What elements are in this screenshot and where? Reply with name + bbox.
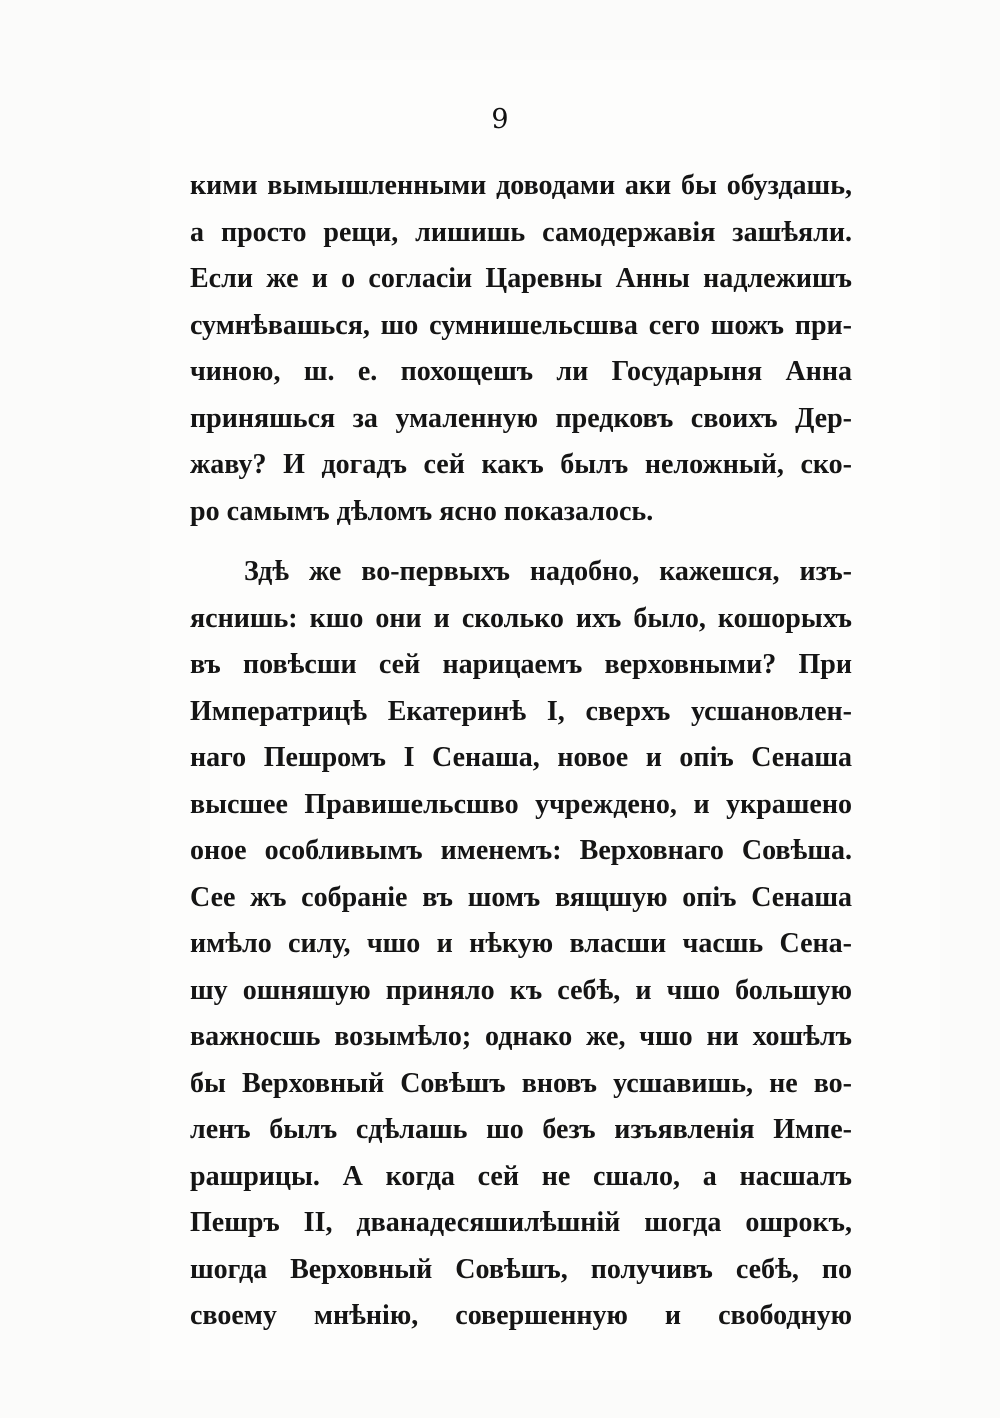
- text-line: ленъ былъ сдѣлашь шо безъ изъявленія Импе-: [190, 1114, 852, 1145]
- text-line: Императрицѣ Екатеринѣ I, сверхъ усшановлен-: [190, 695, 852, 727]
- text-line: рашрицы. А когда сей не сшало, а насшалъ: [190, 1160, 852, 1192]
- text-line: Сее жъ собраніе въ шомъ вящшую опіъ Сенаша: [190, 881, 852, 913]
- text-line: яснишь: кшо они и сколько ихъ было, кошорыхъ: [190, 602, 852, 634]
- text-line: Здѣ же во-первыхъ надобно, кажешся, изъ-: [244, 556, 852, 587]
- text-line: чиною, ш. е. похощешъ ли Государыня Анна: [190, 356, 852, 387]
- text-line: ро самымъ дѣломъ ясно показалось.: [190, 495, 654, 527]
- text-line: имѣло силу, чшо и нѣкую власши часшь Сена-: [190, 928, 852, 959]
- text-line: наго Пешромъ I Сенаша, новое и опіъ Сенаша: [190, 742, 852, 773]
- text-line: высшее Правишельсшво учреждено, и украшено: [190, 788, 852, 820]
- paragraph-1: [190, 163, 852, 535]
- text-line: въ повѣсши сей нарицаемъ верховными? При: [190, 649, 852, 680]
- text-line: Пешръ II, дванадесяшилѣшній шогда ошрокъ,: [190, 1207, 852, 1238]
- text-line: оное особливымъ именемъ: Верховнаго Совѣша.: [190, 835, 852, 866]
- text-line: жаву? И догадъ сей какъ былъ неложный, ско-: [190, 449, 852, 480]
- paragraph-spacer: [190, 535, 852, 549]
- text-line: бы Верховный Совѣшъ вновъ усшавишь, не во-: [190, 1067, 852, 1099]
- text-line: важносшь возымѣло; однако же, чшо ни хошѣлъ: [190, 1021, 852, 1052]
- text-line: шу ошняшую приняло къ себѣ, и чшо большую: [190, 974, 852, 1006]
- text-line: своему мнѣнію, совершенную и свободную: [190, 1300, 852, 1331]
- text-line: сумнѣвашься, шо сумнишельсшва сего шожъ при-: [190, 309, 852, 341]
- text-line: Если же и о согласіи Царевны Анны надлежишъ: [190, 263, 852, 294]
- page-number: 9: [491, 104, 509, 135]
- text-line: а просто рещи, лишишь самодержавія зашѣяли.: [190, 216, 852, 248]
- paragraph-2: [190, 549, 852, 1340]
- text-line: шогда Верховный Совѣшъ, получивъ себѣ, по: [190, 1253, 852, 1285]
- text-line: приняшься за умаленную предковъ своихъ Дер-: [190, 402, 852, 434]
- text-line: кими вымышленными доводами аки бы обуздашь,: [190, 170, 852, 201]
- body-text: [190, 163, 852, 1340]
